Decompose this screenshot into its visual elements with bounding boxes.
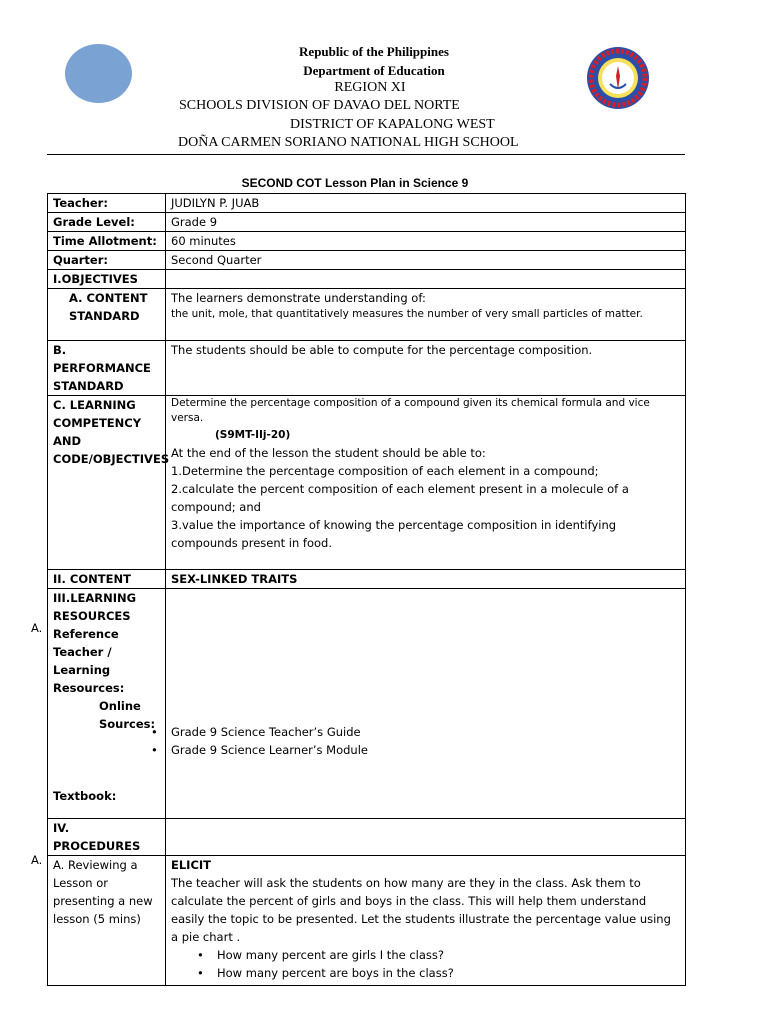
header-divider — [47, 154, 685, 155]
header-region: REGION XI — [334, 80, 406, 95]
objective-2: 2.calculate the percent composition of each element present in a molecule of a compound; and — [171, 482, 629, 514]
objective-3: 3.value the importance of knowing the percentage composition in identifying compounds present in food. — [171, 518, 617, 550]
header-deped: Department of Education — [303, 63, 445, 78]
procedures-heading: IV. PROCEDURES — [48, 819, 166, 856]
objectives-empty — [166, 270, 686, 289]
content-value: SEX-LINKED TRAITS — [166, 570, 686, 589]
performance-standard-value: The students should be able to compute for the percentage composition. — [166, 341, 686, 396]
step-a-label: A. Reviewing a Lesson or presenting a new lesson (5 mins) — [48, 856, 166, 986]
header-republic: Republic of the Philippines — [299, 44, 449, 59]
competency-code: (S9MT-IIj-20) — [215, 429, 291, 441]
competency-intro: At the end of the lesson the student should be able to: — [171, 446, 486, 460]
resources-online-label: Online Sources: — [99, 699, 156, 731]
lesson-plan-title: SECOND COT Lesson Plan in Science 9 — [241, 176, 469, 190]
teacher-label: Teacher: — [48, 194, 166, 213]
teacher-value: JUDILYN P. JUAB — [166, 194, 686, 213]
competency-cell — [166, 396, 686, 570]
content-label: II. CONTENT — [48, 570, 166, 589]
content-standard-value: the unit, mole, that quantitatively measures the number of very small particles of matter. — [171, 308, 643, 320]
resources-marker: A. — [31, 621, 43, 635]
procedures-marker: A. — [31, 853, 43, 867]
quarter-label: Quarter: — [48, 251, 166, 270]
question-item: • How many percent are boys in the class? — [217, 964, 680, 982]
step-a-title: ELICIT — [171, 858, 212, 872]
step-a-text: The teacher will ask the students on how many are they in the class. Ask them to calculate the percent of girls and boys in the class. This will help them understand easily the topic to be presented. Let the students illustrate the percentage value using a pie chart . — [171, 876, 671, 944]
resources-textbook-label: Textbook: — [53, 789, 117, 803]
resources-cell — [166, 589, 686, 819]
resources-heading: III.LEARNING RESOURCES — [53, 591, 137, 623]
question-item: • How many percent are girls I the class? — [217, 946, 680, 964]
content-standard-cell — [166, 289, 686, 341]
content-standard-label — [48, 289, 166, 341]
objectives-heading: I.OBJECTIVES — [48, 270, 166, 289]
content-standard-text: A. CONTENT STANDARD — [69, 291, 148, 323]
resource-item: • Grade 9 Science Learner’s Module — [171, 741, 680, 759]
performance-standard-label: B. PERFORMANCE STANDARD — [48, 341, 166, 396]
competency-label: C. LEARNING COMPETENCY AND CODE/OBJECTIVES — [48, 396, 166, 570]
time-value: 60 minutes — [166, 232, 686, 251]
competency-text: Determine the percentage composition of a compound given its chemical formula and vice versa. — [171, 397, 650, 424]
time-label: Time Allotment: — [48, 232, 166, 251]
objective-1: 1.Determine the percentage composition of each element in a compound; — [171, 464, 599, 478]
header-division: SCHOOLS DIVISION OF DAVAO DEL NORTE — [179, 98, 460, 113]
grade-label: Grade Level: — [48, 213, 166, 232]
resources-reference: Reference Teacher / Learning Resources: — [53, 627, 125, 695]
header-school: DOÑA CARMEN SORIANO NATIONAL HIGH SCHOOL — [178, 135, 519, 150]
content-standard-intro: The learners demonstrate understanding of: — [171, 291, 426, 305]
grade-value: Grade 9 — [166, 213, 686, 232]
quarter-value: Second Quarter — [166, 251, 686, 270]
resources-label — [48, 589, 166, 819]
procedures-empty — [166, 819, 686, 856]
step-a-cell — [166, 856, 686, 986]
header-district: DISTRICT OF KAPALONG WEST — [290, 117, 495, 132]
lesson-plan-table — [47, 193, 686, 986]
resource-item: • Grade 9 Science Teacher’s Guide — [171, 723, 680, 741]
